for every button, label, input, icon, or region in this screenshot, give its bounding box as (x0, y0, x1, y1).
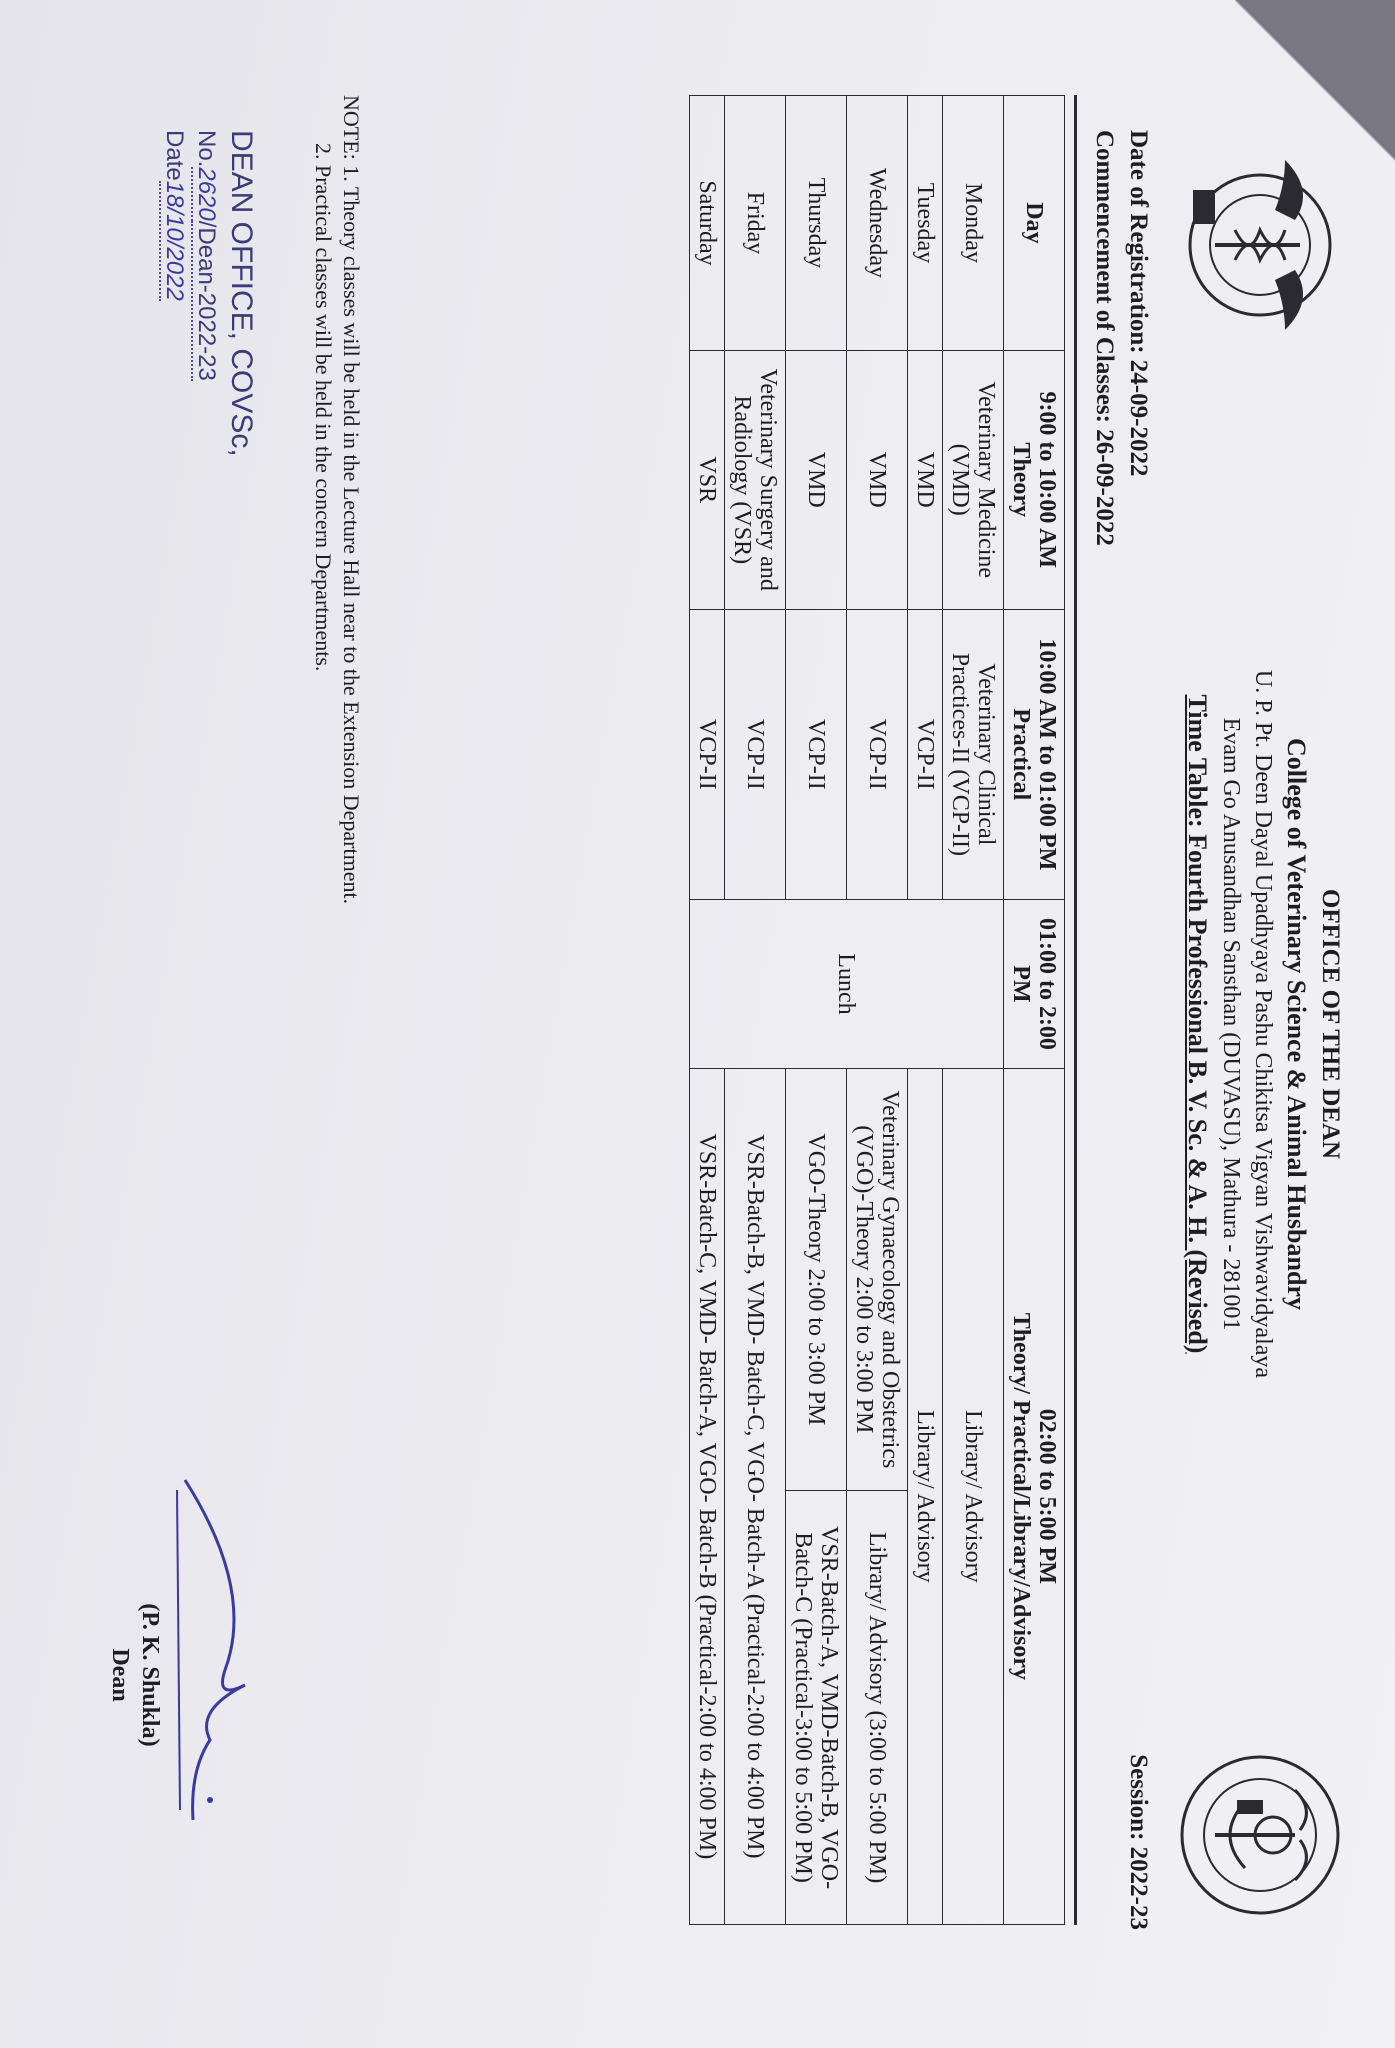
table-row-monday (943, 96, 1004, 1925)
header-slot4-type: Theory/ Practical/Library/Advisory (1008, 1312, 1034, 1680)
signature-scribble (165, 1470, 265, 1830)
afternoon-cell: Library/ Advisory (908, 1068, 943, 1924)
session-label: Session: 2022-23 (1125, 1754, 1152, 1930)
day-cell: Thursday (786, 96, 847, 351)
header-slot2-type: Practical (1008, 708, 1034, 801)
college-name: College of Veterinary Science & Animal Husbandry (1282, 738, 1311, 1310)
afternoon-cell: Library/ Advisory (943, 1068, 1004, 1924)
office-title: OFFICE OF THE DEAN (1317, 888, 1344, 1160)
lunch-cell: Lunch (690, 900, 1004, 1068)
afternoon-cell: VSR-Batch-C, VMD- Batch-A, VGO- Batch-B (Practical-2:00 to 4:00 PM) (690, 1068, 725, 1924)
day-cell: Wednesday (847, 96, 908, 351)
practical-cell: VCP-II (690, 609, 725, 900)
afternoon-cell: VSR-Batch-B, VMD- Batch-C, VGO- Batch-A (Practical-2:00 to 4:00 PM) (725, 1068, 786, 1924)
practical-cell: VCP-II (725, 609, 786, 900)
theory-cell: VSR (690, 350, 725, 609)
afternoon-library-cell: Library/ Advisory (3:00 to 5:00 PM) (847, 1491, 908, 1925)
practical-cell: VCP-II (908, 609, 943, 900)
letter-number-label: No. (193, 130, 220, 168)
header-slot3: 01:00 to 2:00 PM (1004, 900, 1065, 1068)
header-slot4-time: 02:00 to 5:00 PM (1034, 1408, 1060, 1584)
day-cell: Monday (943, 96, 1004, 351)
practical-cell: Veterinary Clinical Practices-II (VCP-II) (943, 609, 1004, 900)
table-header-row (1004, 96, 1065, 1925)
theory-cell: Veterinary Medicine (VMD) (943, 350, 1004, 609)
header-slot1 (1004, 350, 1065, 609)
signatory-name: (P. K. Shukla) (137, 1603, 163, 1747)
commencement-date: Commencement of Classes: 26-09-2022 (1091, 130, 1118, 546)
letter-number-value: 2620 (193, 167, 220, 221)
afternoon-theory-cell: Veterinary Gynaecology and Obstetrics (VGO)-Theory 2:00 to 3:00 PM (847, 1068, 908, 1490)
day-cell: Friday (725, 96, 786, 351)
dean-signature (107, 1470, 265, 1830)
university-seal-icon (1165, 1740, 1355, 1930)
signatory-designation: Dean (107, 1648, 133, 1702)
practical-cell: VCP-II (847, 609, 908, 900)
dean-office-stamp (158, 130, 260, 457)
note-2: 2. Practical classes will be held in the concern Departments. (311, 143, 336, 672)
university-name: U. P. Pt. Deen Dayal Upadhyaya Pashu Chikitsa Vigyan Vishwavidyalaya (1250, 669, 1276, 1379)
letter-date (158, 130, 190, 457)
theory-cell: Veterinary Surgery and Radiology (VSR) (725, 350, 786, 609)
theory-cell: VMD (908, 350, 943, 609)
letter-number-suffix: /Dean-2022-23 (193, 220, 220, 381)
timetable-title: Time Table: Fourth Professional B. V. Sc. & A. H. (Revised) (1183, 694, 1212, 1354)
notes (309, 95, 365, 904)
dean-office-title: DEAN OFFICE, COVSc, (225, 130, 258, 457)
header-slot1-type: Theory (1008, 442, 1034, 518)
header-slot1-time: 9:00 to 10:00 AM (1034, 391, 1060, 569)
day-cell: Saturday (690, 96, 725, 351)
header-slot2 (1004, 609, 1065, 900)
header-slot4 (1004, 1068, 1065, 1924)
registration-date: Date of Registration: 24-09-2022 (1125, 130, 1152, 477)
registration-info (1087, 130, 1155, 1930)
header-day: Day (1004, 96, 1065, 351)
university-address: Evam Go Anusandhan Sansthan (DUVASU), Mathura - 281001 (1218, 717, 1244, 1331)
theory-cell: VMD (847, 350, 908, 609)
theory-cell: VMD (786, 350, 847, 609)
header-divider (1074, 95, 1077, 1925)
signatory (105, 1510, 165, 1840)
afternoon-practical-cell: VSR-Batch-A, VMD-Batch-B, VGO- Batch-C (Practical-3:00 to 5:00 PM) (786, 1491, 847, 1925)
note-1: NOTE: 1. Theory classes will be held in the Lecture Hall near to the Extension Department. (339, 95, 364, 905)
timetable (689, 95, 1065, 1925)
day-cell: Tuesday (908, 96, 943, 351)
practical-cell: VCP-II (786, 609, 847, 900)
afternoon-theory-cell: VGO-Theory 2:00 to 3:00 PM (786, 1068, 847, 1490)
letter-date-value: 18/10/2022 (161, 180, 188, 301)
header-slot2-time: 10:00 AM to 01:00 PM (1034, 638, 1060, 871)
letter-date-label: Date (161, 130, 188, 181)
letter-number (190, 130, 222, 457)
